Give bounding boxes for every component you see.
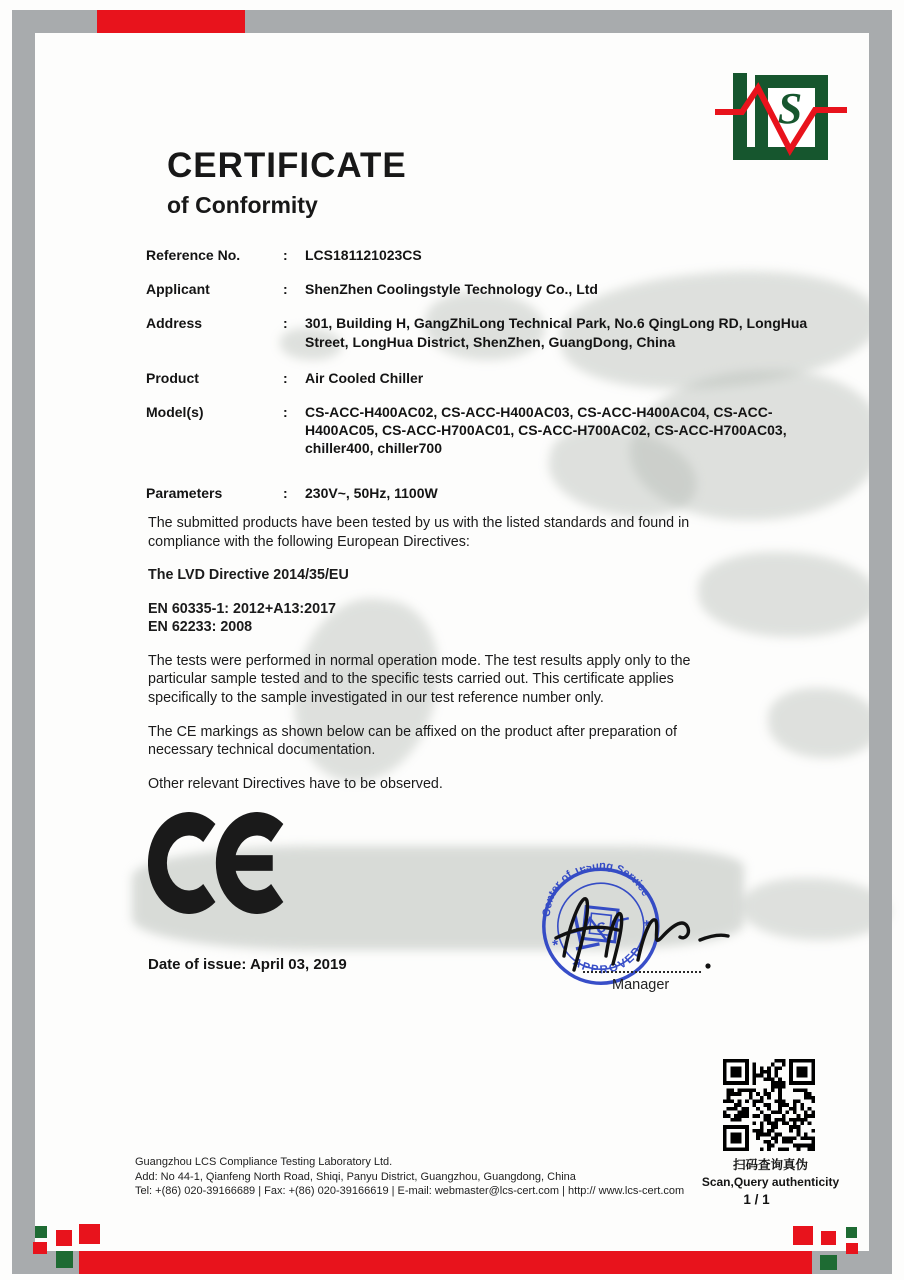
- map-watermark: [742, 878, 890, 940]
- footer-company: Guangzhou LCS Compliance Testing Laboratory Ltd.: [135, 1156, 393, 1168]
- other-directives-paragraph: Other relevant Directives have to be observed.: [148, 775, 443, 792]
- field-value: CS-ACC-H400AC02, CS-ACC-H400AC03, CS-ACC-H400AC04, CS-ACC-H400AC05, CS-ACC-H700AC01, CS-ACC-H700AC02, CS-ACC-H700AC03, chiller400, chiller700: [305, 403, 787, 457]
- certificate-fields: [146, 246, 811, 518]
- lcs-logo-icon: [705, 60, 855, 166]
- stamp-ring-text: Center of Testing Service: [540, 859, 652, 918]
- field-label: Reference No.: [146, 247, 241, 263]
- standard-line: EN 60335-1: 2012+A13:2017: [148, 600, 336, 617]
- field-label: Model(s): [146, 403, 204, 420]
- footer-block: [135, 1155, 684, 1199]
- qr-caption-en: Scan,Query authenticity: [701, 1175, 840, 1189]
- map-watermark: [768, 688, 880, 758]
- corner-square: [846, 1243, 858, 1254]
- field-models: Model(s) : CS-ACC-H400AC02, CS-ACC-H400AC03, CS-ACC-H400AC04, CS-ACC-H400AC05, CS-ACC-H700AC01, CS-ACC-H700AC02, CS-ACC-H700AC03, chiller400, chiller700: [146, 403, 811, 458]
- footer-address: Add: No 44-1, Qianfeng North Road, Shiqi, Panyu District, Guangzhou, Guangdong, China: [135, 1170, 576, 1183]
- field-label: Applicant: [146, 281, 210, 298]
- logo-letter: S: [777, 84, 803, 133]
- field-label: Parameters: [146, 484, 223, 501]
- certificate-title: CERTIFICATE: [167, 146, 407, 185]
- field-applicant: Applicant : ShenZhen Coolingstyle Technology Co., Ltd: [146, 280, 811, 298]
- field-value: Air Cooled Chiller: [305, 369, 424, 386]
- field-label: Address: [146, 315, 203, 332]
- frame-bottom-red-accent: [79, 1251, 812, 1274]
- manager-signature: [548, 868, 738, 983]
- corner-square: [56, 1230, 72, 1246]
- corner-square: [79, 1224, 100, 1244]
- certificate-body: [148, 514, 743, 808]
- field-value: ShenZhen Coolingstyle Technology Co., Ltd: [305, 281, 598, 298]
- date-of-issue: Date of issue: April 03, 2019: [148, 956, 347, 973]
- field-address: Address : 301, Building H, GangZhiLong Technical Park, No.6 QingLong RD, LongHua Street, LongHua District, ShenZhen, GuangDong, China: [146, 314, 811, 350]
- stamp-star-right: *: [643, 917, 653, 935]
- corner-square: [793, 1226, 813, 1245]
- ce-markings-paragraph: The CE markings as shown below can be affixed on the product after preparation of necessary technical documentation.: [148, 723, 678, 759]
- directive-line: The LVD Directive 2014/35/EU: [148, 567, 349, 584]
- footer-contacts: Tel: +(86) 020-39166689 | Fax: +(86) 020-39166619 | E-mail: webmaster@lcs-cert.com | http:// www.lcs-cert.com: [135, 1185, 685, 1198]
- corner-square: [35, 1226, 47, 1238]
- corner-square: [846, 1227, 857, 1238]
- frame-left: [12, 10, 35, 1274]
- corner-square: [821, 1231, 836, 1245]
- tests-paragraph: The tests were performed in normal operation mode. The test results apply only to the particular sample tested and to the specific tests carried out. This certificate applies specifically to the sample investigated in our test reference number only.: [148, 652, 691, 707]
- field-parameters: Parameters : 230V~, 50Hz, 1100W: [146, 484, 811, 502]
- page-number: 1 / 1: [743, 1192, 770, 1207]
- signature-line: [583, 971, 701, 973]
- qr-code: [723, 1059, 815, 1151]
- intro-paragraph: The submitted products have been tested by us with the listed standards and found in compliance with the following European Directives:: [148, 515, 690, 550]
- certificate-subtitle: of Conformity: [167, 192, 318, 218]
- stamp-star-left: *: [551, 936, 561, 955]
- manager-label: Manager: [612, 977, 670, 993]
- field-value: LCS181121023CS: [305, 247, 422, 263]
- field-value: 230V~, 50Hz, 1100W: [305, 484, 438, 501]
- field-label: Product: [146, 369, 199, 386]
- standard-line: EN 62233: 2008: [148, 619, 253, 636]
- corner-square: [33, 1242, 47, 1254]
- qr-caption-zh: 扫码查询真伪: [732, 1158, 808, 1172]
- frame-top-red-accent: [97, 10, 245, 33]
- ce-mark-icon: [148, 812, 298, 914]
- field-reference-no: Reference No. : LCS181121023CS: [146, 246, 811, 264]
- stamp-approved-text: APPROVED: [570, 943, 645, 977]
- frame-right: [869, 10, 892, 1274]
- stamp-center-letter: S: [594, 918, 608, 937]
- corner-square: [56, 1251, 73, 1268]
- corner-square: [820, 1255, 837, 1270]
- field-value: 301, Building H, GangZhiLong Technical Park, No.6 QingLong RD, LongHua Street, LongHua District, ShenZhen, GuangDong, China: [305, 315, 808, 350]
- field-product: Product : Air Cooled Chiller: [146, 369, 811, 387]
